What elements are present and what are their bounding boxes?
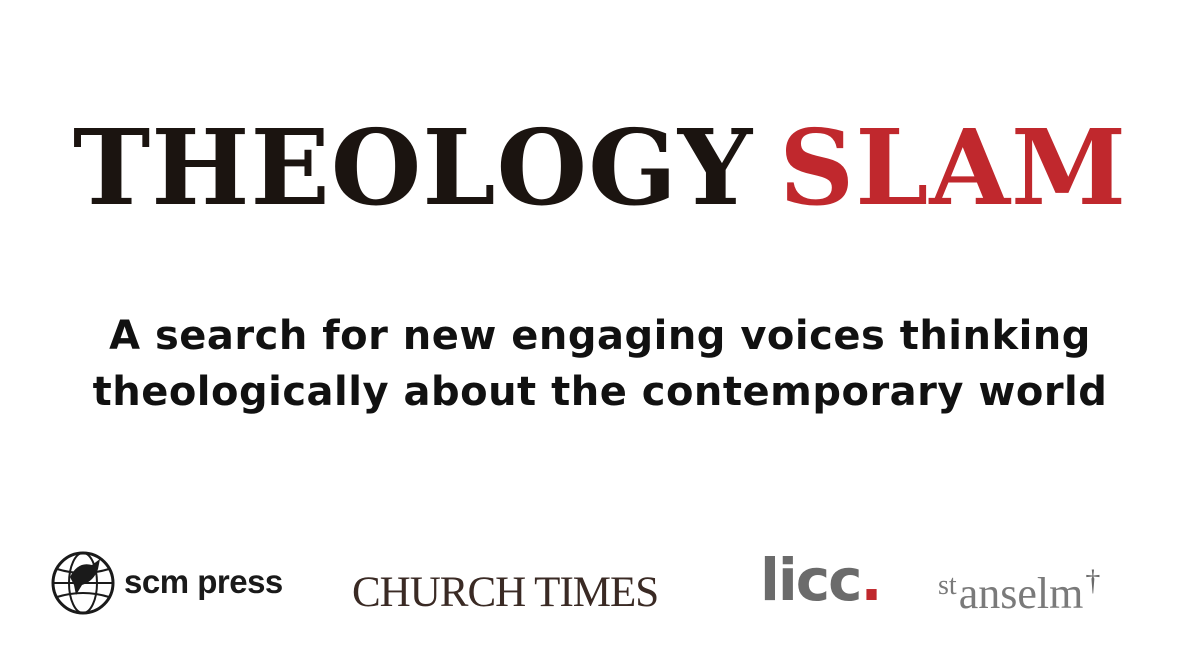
tagline-line-1: A search for new engaging voices thinking [109,313,1091,359]
st-anselm-logo [938,564,1100,619]
title-word-theology: THEOLOGY [72,106,754,229]
page-title [0,108,1200,228]
licc-text: licc [760,546,861,614]
church-times-logo: CHURCH TIMES [352,569,659,616]
sponsor-logos [0,530,1200,640]
tagline [0,308,1200,420]
cross-icon: † [1085,564,1101,597]
scm-press-logo [48,544,283,620]
st-anselm-text: anselm [958,569,1084,618]
st-anselm-prefix: st [938,570,957,601]
scm-press-text: scm press [124,563,283,600]
globe-bird-icon [48,547,118,617]
licc-dot: . [860,546,881,614]
title-word-slam: SLAM [779,106,1128,229]
licc-logo [760,546,881,614]
tagline-line-2: theologically about the contemporary world [92,369,1108,415]
